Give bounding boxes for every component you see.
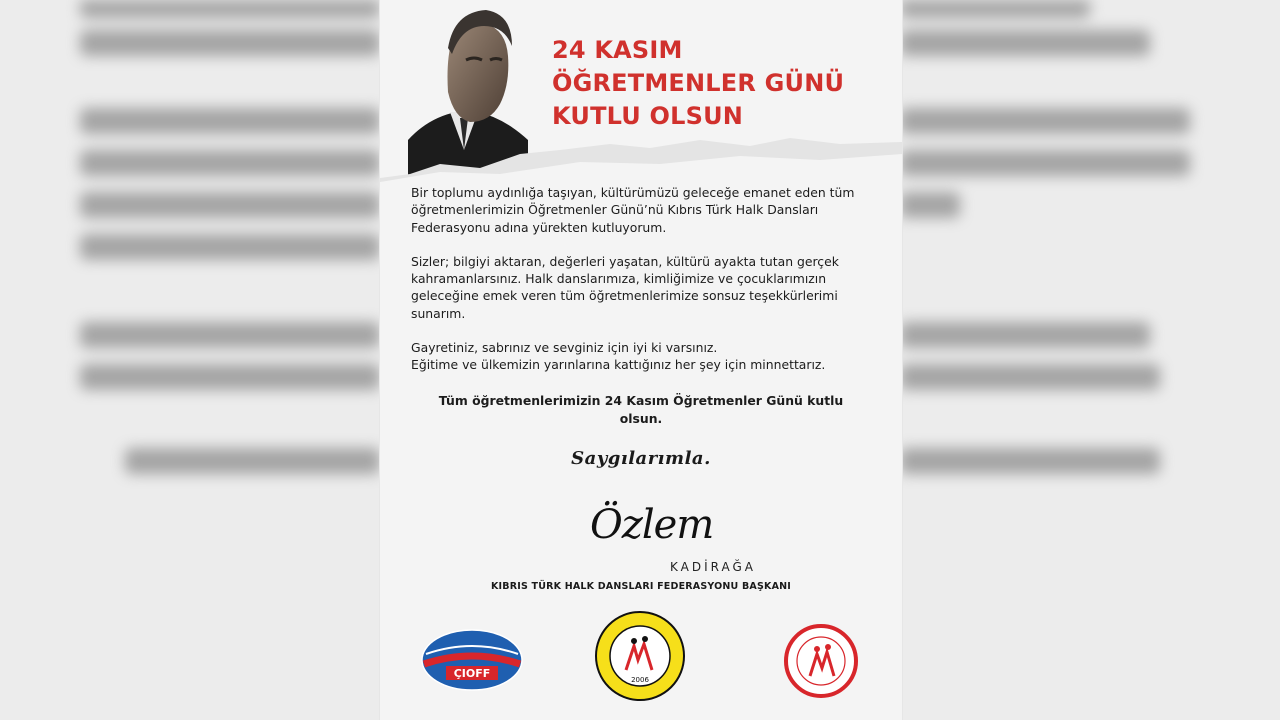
blurred-text-line	[900, 322, 1150, 348]
federation-logo-year: 2006	[631, 676, 649, 684]
festival-logo	[784, 624, 858, 698]
blurred-text-line	[80, 192, 380, 218]
cioff-logo-text: ÇIOFF	[453, 667, 491, 680]
blurred-text-line	[900, 108, 1190, 134]
blurred-text-line	[80, 234, 380, 260]
blurred-text-line	[80, 150, 380, 176]
greeting-poster	[380, 0, 902, 720]
torn-paper-divider	[380, 134, 902, 184]
blurred-text-line	[80, 108, 380, 134]
blurred-text-line	[900, 448, 1160, 474]
blurred-text-line	[900, 150, 1190, 176]
blurred-text-line	[900, 364, 1160, 390]
blurred-text-line	[900, 0, 1090, 18]
blurred-text-line	[900, 192, 960, 218]
signatory-title: KIBRIS TÜRK HALK DANSLARI FEDERASYONU BAŞKANI	[490, 581, 792, 592]
headline-line: 24 KASIM	[552, 36, 683, 64]
blurred-text-line	[80, 0, 380, 18]
blurred-text-line	[125, 448, 380, 474]
federation-logo	[594, 610, 686, 702]
paragraph: Sizler; bilgiyi aktaran, değerleri yaşatan, kültürü ayakta tutan gerçek kahramanlarsınız. Halk danslarımıza, kimliğimize ve çocuklarımızın geleceğine emek veren tüm öğretmenlerimize sonsuz teşekkürlerimi sunarım.	[411, 253, 839, 321]
signature	[562, 502, 757, 582]
paragraph-line: Gayretiniz, sabrınız ve sevginiz için iyi ki varsınız.	[411, 340, 718, 356]
blurred-text-line	[80, 364, 380, 390]
blurred-text-line	[80, 322, 380, 348]
headline-line: ÖĞRETMENLER GÜNÜ	[552, 69, 845, 97]
blurred-text-line	[80, 30, 380, 56]
signature-first-name: Özlem	[590, 502, 714, 548]
regards-text: Saygılarımla.	[571, 448, 711, 469]
closing-wish: Tüm öğretmenlerimizin 24 Kasım Öğretmenler Günü kutlu olsun.	[438, 393, 844, 426]
message-body	[411, 184, 881, 374]
headline	[552, 34, 882, 133]
cioff-logo	[420, 628, 524, 692]
headline-line: KUTLU OLSUN	[552, 102, 744, 130]
paragraph	[411, 339, 881, 374]
blurred-text-line	[900, 30, 1150, 56]
paragraph-line: Eğitime ve ülkemizin yarınlarına kattığınız her şey için minnettarız.	[411, 357, 826, 373]
paragraph: Bir toplumu aydınlığa taşıyan, kültürümüzü geleceğe emanet eden tüm öğretmenlerimizin Öğretmenler Günü’nü Kıbrıs Türk Halk Dansları Federasyonu adına yürekten kutluyorum.	[411, 185, 855, 235]
signature-surname: KADİRAĞA	[670, 560, 757, 574]
